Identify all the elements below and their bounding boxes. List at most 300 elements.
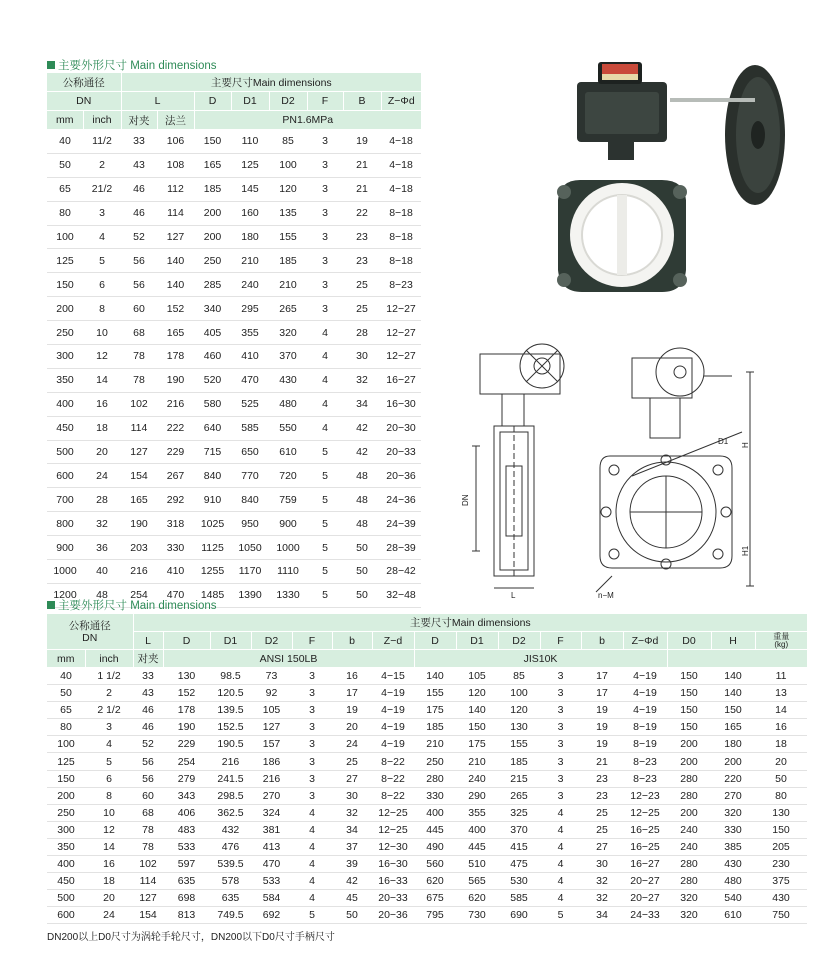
table-cell: 1110 — [269, 560, 307, 584]
table-cell: 500 — [47, 440, 83, 464]
table-row — [47, 416, 421, 440]
table-cell: 400 — [456, 821, 498, 838]
table-cell: 32 — [83, 512, 121, 536]
table-cell: 154 — [121, 464, 157, 488]
table-cell: 21 — [581, 753, 623, 770]
table-row — [47, 225, 421, 249]
table-cell: 483 — [163, 821, 210, 838]
table-cell: 8−18 — [381, 249, 421, 273]
table-cell: 25 — [343, 297, 381, 321]
table-cell: 350 — [47, 838, 85, 855]
table-cell: 4 — [292, 804, 332, 821]
table-cell: 56 — [133, 753, 163, 770]
table-cell: 140 — [157, 249, 194, 273]
table-cell: 292 — [157, 488, 194, 512]
table-cell: 3 — [292, 770, 332, 787]
table-cell: 130 — [163, 668, 210, 685]
table-cell: 48 — [343, 488, 381, 512]
table-cell: 18 — [85, 873, 133, 890]
table-cell: 100 — [47, 736, 85, 753]
table-cell: 17 — [581, 685, 623, 702]
table-cell: 597 — [163, 856, 210, 873]
table-cell: 3 — [540, 753, 581, 770]
table-row — [47, 873, 807, 890]
table-cell: 140 — [157, 273, 194, 297]
hdr-nominal: 公称通径 — [47, 73, 121, 92]
table-cell: 180 — [231, 225, 269, 249]
table-cell: 40 — [83, 560, 121, 584]
table-cell: 3 — [292, 685, 332, 702]
table-cell: 1255 — [194, 560, 231, 584]
table-row — [47, 321, 421, 345]
table-cell: 33 — [133, 668, 163, 685]
hdr2-b: b — [332, 632, 372, 650]
table-cell: 152.5 — [210, 719, 251, 736]
table-cell: 445 — [414, 821, 456, 838]
table-cell: 584 — [251, 890, 292, 907]
table-row — [47, 177, 421, 201]
table-row — [47, 464, 421, 488]
table-cell: 150 — [667, 668, 711, 685]
table-cell: 400 — [47, 392, 83, 416]
table-cell: 48 — [343, 464, 381, 488]
table-cell: 3 — [307, 153, 343, 177]
table-cell: 692 — [251, 907, 292, 924]
table-cell: 470 — [231, 368, 269, 392]
table-cell: 205 — [755, 838, 807, 855]
table-cell: 410 — [231, 345, 269, 369]
table-cell: 150 — [755, 821, 807, 838]
table-cell: 24−36 — [381, 488, 421, 512]
table-cell: 78 — [133, 821, 163, 838]
table-cell: 46 — [133, 702, 163, 719]
table-cell: 25 — [581, 821, 623, 838]
label-l: L — [511, 591, 516, 600]
table-cell: 155 — [269, 225, 307, 249]
table-cell: 3 — [292, 736, 332, 753]
table-cell: 32 — [332, 804, 372, 821]
table-cell: 17 — [581, 668, 623, 685]
table-cell: 24−33 — [623, 907, 667, 924]
section1-title: 主要外形尺寸 Main dimensions — [47, 57, 216, 73]
hdr2-blank — [667, 650, 807, 668]
table-cell: 114 — [121, 416, 157, 440]
table-cell: 216 — [251, 770, 292, 787]
table-cell: 4−18 — [381, 153, 421, 177]
table-row — [47, 512, 421, 536]
table-cell: 12−27 — [381, 297, 421, 321]
table-cell: 8−19 — [623, 719, 667, 736]
table-cell: 3 — [307, 297, 343, 321]
front-gearbox — [632, 358, 692, 398]
table-cell: 135 — [269, 201, 307, 225]
table-cell: 324 — [251, 804, 292, 821]
hdr2-F: F — [292, 632, 332, 650]
table-cell: 12−27 — [381, 321, 421, 345]
table-cell: 5 — [85, 753, 133, 770]
table-cell: 139.5 — [210, 702, 251, 719]
table-cell: 610 — [269, 440, 307, 464]
table-cell: 120 — [269, 177, 307, 201]
table-cell: 295 — [231, 297, 269, 321]
table-row — [47, 153, 421, 177]
table-cell: 580 — [194, 392, 231, 416]
table-cell: 21 — [343, 153, 381, 177]
table-cell: 100 — [269, 153, 307, 177]
table-cell: 16 — [755, 719, 807, 736]
table-row — [47, 838, 807, 855]
table-cell: 3 — [307, 177, 343, 201]
table-cell: 3 — [292, 702, 332, 719]
table-cell: 265 — [498, 787, 540, 804]
hdr-D: D — [194, 92, 231, 111]
hdr-main: 主要尺寸Main dimensions — [121, 73, 421, 92]
hdr2-main: 主要尺寸Main dimensions — [133, 614, 807, 632]
table-cell: 52 — [121, 225, 157, 249]
table-cell: 8−22 — [372, 770, 414, 787]
table-cell: 2 1/2 — [85, 702, 133, 719]
table-cell: 20 — [85, 890, 133, 907]
hdr2-H: H — [711, 632, 755, 650]
table-cell: 279 — [163, 770, 210, 787]
table-cell: 270 — [711, 787, 755, 804]
table-cell: 60 — [121, 297, 157, 321]
table-cell: 73 — [251, 668, 292, 685]
table-cell: 3 — [540, 719, 581, 736]
table-cell: 445 — [456, 838, 498, 855]
table-cell: 20 — [332, 719, 372, 736]
table-cell: 610 — [711, 907, 755, 924]
table-cell: 280 — [667, 873, 711, 890]
table-cell: 23 — [343, 225, 381, 249]
table-cell: 120.5 — [210, 685, 251, 702]
table-cell: 100 — [498, 685, 540, 702]
table-cell: 5 — [307, 512, 343, 536]
table-cell: 20−27 — [623, 890, 667, 907]
hdr-B: B — [343, 92, 381, 111]
table-cell: 270 — [251, 787, 292, 804]
table-cell: 34 — [581, 907, 623, 924]
table-row — [47, 440, 421, 464]
table-cell: 3 — [540, 668, 581, 685]
table-cell: 4 — [292, 821, 332, 838]
table-cell: 4−19 — [372, 702, 414, 719]
table-cell: 4 — [85, 736, 133, 753]
table-cell: 200 — [194, 225, 231, 249]
table-cell: 240 — [667, 821, 711, 838]
table-row — [47, 702, 807, 719]
table-cell: 150 — [667, 719, 711, 736]
table-cell: 80 — [755, 787, 807, 804]
table-cell: 4 — [307, 416, 343, 440]
table-cell: 900 — [269, 512, 307, 536]
table-cell: 330 — [711, 821, 755, 838]
table-cell: 175 — [456, 736, 498, 753]
table-cell: 280 — [667, 856, 711, 873]
table-cell: 12−25 — [372, 821, 414, 838]
table-cell: 175 — [414, 702, 456, 719]
table-cell: 340 — [194, 297, 231, 321]
hdr-mm: mm — [47, 111, 83, 130]
table-cell: 140 — [711, 668, 755, 685]
table-cell: 92 — [251, 685, 292, 702]
table-cell: 14 — [85, 838, 133, 855]
table-cell: 24 — [83, 464, 121, 488]
table-cell: 16 — [83, 392, 121, 416]
table-cell: 840 — [194, 464, 231, 488]
table-cell: 140 — [456, 702, 498, 719]
hdr2-jis: JIS10K — [414, 650, 667, 668]
table-cell: 114 — [157, 201, 194, 225]
table-row — [47, 249, 421, 273]
table-cell: 20−27 — [623, 873, 667, 890]
table-cell: 1 1/2 — [85, 668, 133, 685]
table-cell: 560 — [414, 856, 456, 873]
table-cell: 265 — [269, 297, 307, 321]
table-cell: 4 — [292, 838, 332, 855]
table-cell: 185 — [498, 753, 540, 770]
table-cell: 240 — [667, 838, 711, 855]
table-cell: 4 — [307, 321, 343, 345]
table-cell: 127 — [121, 440, 157, 464]
table-cell: 320 — [667, 907, 711, 924]
table-cell: 190 — [157, 368, 194, 392]
table-cell: 241.5 — [210, 770, 251, 787]
table-row — [47, 273, 421, 297]
table-cell: 900 — [47, 536, 83, 560]
table-cell: 56 — [121, 273, 157, 297]
table-cell: 3 — [540, 770, 581, 787]
table-cell: 200 — [47, 787, 85, 804]
table-cell: 39 — [332, 856, 372, 873]
table-cell: 533 — [251, 873, 292, 890]
table-cell: 65 — [47, 177, 83, 201]
table-cell: 1200 — [47, 583, 83, 607]
table-cell: 8−19 — [623, 736, 667, 753]
label-dn: DN — [461, 494, 470, 506]
table-cell: 43 — [121, 153, 157, 177]
table-cell: 749.5 — [210, 907, 251, 924]
table-cell: 21/2 — [83, 177, 121, 201]
table-cell: 125 — [47, 753, 85, 770]
table-cell: 381 — [251, 821, 292, 838]
table-cell: 3 — [307, 249, 343, 273]
table-cell: 10 — [83, 321, 121, 345]
table-cell: 325 — [498, 804, 540, 821]
table-cell: 250 — [47, 321, 83, 345]
table-cell: 150 — [667, 685, 711, 702]
table-cell: 4−19 — [372, 719, 414, 736]
table-cell: 3 — [83, 201, 121, 225]
table-cell: 46 — [121, 201, 157, 225]
table-cell: 114 — [133, 873, 163, 890]
table-row — [47, 345, 421, 369]
table-cell: 46 — [121, 177, 157, 201]
table-cell: 3 — [540, 736, 581, 753]
table-cell: 4−19 — [623, 702, 667, 719]
hdr2-D: D — [163, 632, 210, 650]
table-cell: 635 — [210, 890, 251, 907]
hdr2-weight: 重量 (kg) — [755, 632, 807, 650]
table-cell: 48 — [343, 512, 381, 536]
table-cell: 210 — [231, 249, 269, 273]
table-cell: 635 — [163, 873, 210, 890]
table-cell: 120 — [456, 685, 498, 702]
table-cell: 585 — [498, 890, 540, 907]
table-cell: 12−27 — [381, 345, 421, 369]
table-cell: 4 — [307, 345, 343, 369]
table-cell: 18 — [83, 416, 121, 440]
hdr-inch: inch — [83, 111, 121, 130]
table-cell: 178 — [157, 345, 194, 369]
table-cell: 28 — [343, 321, 381, 345]
table-cell: 8 — [85, 787, 133, 804]
table-cell: 2 — [85, 685, 133, 702]
table-cell: 1025 — [194, 512, 231, 536]
table-cell: 152 — [157, 297, 194, 321]
table-cell: 36 — [83, 536, 121, 560]
table-cell: 4 — [540, 821, 581, 838]
table-cell: 56 — [121, 249, 157, 273]
table1-body — [47, 130, 421, 608]
table-cell: 1050 — [231, 536, 269, 560]
table-cell: 355 — [231, 321, 269, 345]
table-cell: 12 — [85, 821, 133, 838]
table-cell: 730 — [456, 907, 498, 924]
table-cell: 178 — [163, 702, 210, 719]
table-cell: 16−30 — [381, 392, 421, 416]
hdr2-D2: D2 — [251, 632, 292, 650]
table-cell: 19 — [581, 719, 623, 736]
table-row — [47, 753, 807, 770]
table-cell: 4 — [540, 838, 581, 855]
table-cell: 700 — [47, 488, 83, 512]
table-cell: 23 — [581, 787, 623, 804]
hdr2-wafer: 对夹 — [133, 650, 163, 668]
table-cell: 24−39 — [381, 512, 421, 536]
gearbox-icon — [577, 62, 667, 160]
side-view-drawing — [461, 336, 582, 600]
table-cell: 5 — [307, 440, 343, 464]
hdr2-b-jis: b — [581, 632, 623, 650]
table-cell: 3 — [307, 130, 343, 154]
table-row — [47, 130, 421, 154]
table-cell: 290 — [456, 787, 498, 804]
table-cell: 385 — [711, 838, 755, 855]
table-cell: 8−18 — [381, 225, 421, 249]
table-cell: 28−39 — [381, 536, 421, 560]
table-cell: 254 — [121, 583, 157, 607]
table-cell: 157 — [251, 736, 292, 753]
table-cell: 32 — [343, 368, 381, 392]
table-cell: 8−23 — [381, 273, 421, 297]
table-cell: 11 — [755, 668, 807, 685]
hdr2-Zphid: Z−Φd — [623, 632, 667, 650]
table-cell: 16−25 — [623, 821, 667, 838]
table-cell: 150 — [667, 702, 711, 719]
table-cell: 240 — [231, 273, 269, 297]
table-cell: 34 — [343, 392, 381, 416]
table-cell: 37 — [332, 838, 372, 855]
table-cell: 500 — [47, 890, 85, 907]
table-cell: 78 — [121, 368, 157, 392]
table-cell: 5 — [292, 907, 332, 924]
table-cell: 200 — [667, 804, 711, 821]
table-cell: 280 — [414, 770, 456, 787]
table-cell: 19 — [343, 130, 381, 154]
table-cell: 533 — [163, 838, 210, 855]
table-cell: 490 — [414, 838, 456, 855]
table-cell: 48 — [83, 583, 121, 607]
table-cell: 14 — [83, 368, 121, 392]
table-cell: 56 — [133, 770, 163, 787]
table-cell: 4−15 — [372, 668, 414, 685]
table-cell: 150 — [194, 130, 231, 154]
table-cell: 45 — [332, 890, 372, 907]
table-cell: 20 — [755, 753, 807, 770]
table-cell: 475 — [498, 856, 540, 873]
table-cell: 410 — [157, 560, 194, 584]
table-cell: 42 — [332, 873, 372, 890]
table-cell: 150 — [456, 719, 498, 736]
table-cell: 25 — [581, 804, 623, 821]
table-cell: 42 — [343, 416, 381, 440]
table-cell: 250 — [47, 804, 85, 821]
table-cell: 216 — [121, 560, 157, 584]
table-cell: 370 — [269, 345, 307, 369]
table-cell: 25 — [343, 273, 381, 297]
table-cell: 267 — [157, 464, 194, 488]
table-cell: 16 — [332, 668, 372, 685]
table-cell: 110 — [231, 130, 269, 154]
hdr-wafer: 对夹 — [121, 111, 157, 130]
table-cell: 430 — [269, 368, 307, 392]
table2-body — [47, 668, 807, 924]
hdr-dn: DN — [47, 92, 121, 111]
table-cell: 330 — [414, 787, 456, 804]
table-cell: 186 — [251, 753, 292, 770]
table-cell: 5 — [307, 560, 343, 584]
table-cell: 450 — [47, 416, 83, 440]
table-cell: 20−36 — [381, 464, 421, 488]
table-cell: 3 — [307, 273, 343, 297]
table-cell: 12−23 — [623, 787, 667, 804]
table-cell: 105 — [251, 702, 292, 719]
hdr2-nominal: 公称通径 DN — [47, 614, 133, 650]
table-cell: 23 — [581, 770, 623, 787]
table-cell: 185 — [194, 177, 231, 201]
table-cell: 375 — [755, 873, 807, 890]
table-cell: 16−30 — [372, 856, 414, 873]
handwheel-icon — [670, 65, 785, 205]
table-cell: 215 — [498, 770, 540, 787]
table-cell: 280 — [667, 787, 711, 804]
table-cell: 50 — [47, 153, 83, 177]
table-row — [47, 368, 421, 392]
table-cell: 155 — [414, 685, 456, 702]
table-cell: 25 — [332, 753, 372, 770]
table-row — [47, 719, 807, 736]
table-cell: 539.5 — [210, 856, 251, 873]
table-row — [47, 560, 421, 584]
table-cell: 60 — [133, 787, 163, 804]
table-cell: 415 — [498, 838, 540, 855]
table-cell: 16−33 — [372, 873, 414, 890]
hdr2-D0: D0 — [667, 632, 711, 650]
table-cell: 4−19 — [623, 685, 667, 702]
table-cell: 200 — [667, 753, 711, 770]
table-cell: 4 — [540, 890, 581, 907]
